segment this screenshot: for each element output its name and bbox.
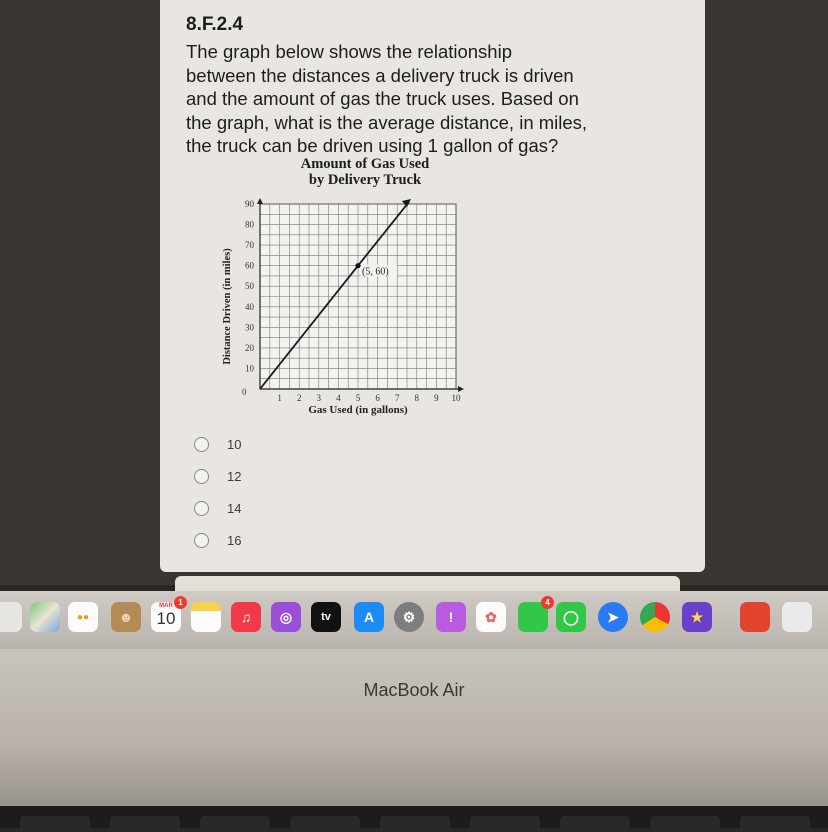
y-tick-label: 50 xyxy=(245,281,254,292)
answer-option-label: 16 xyxy=(227,532,242,548)
keyboard-key xyxy=(20,816,90,832)
radio-button[interactable] xyxy=(194,501,209,516)
question-text xyxy=(186,40,616,158)
question-line: the graph, what is the average distance, in miles, xyxy=(186,111,588,133)
tv-label: tv xyxy=(321,611,331,623)
keyboard-key xyxy=(110,816,180,832)
keyboard xyxy=(0,806,828,828)
chart-title-line: by Delivery Truck xyxy=(308,171,422,188)
answer-option-label: 10 xyxy=(227,436,242,452)
answer-option-label: 12 xyxy=(227,468,242,484)
y-tick-label: 30 xyxy=(245,322,254,333)
y-tick-label: 60 xyxy=(245,260,254,271)
keyboard-key xyxy=(740,816,810,832)
x-tick-label: 10 xyxy=(451,393,461,403)
chrome-icon[interactable] xyxy=(640,602,670,632)
data-point xyxy=(355,263,360,268)
y-axis-arrow xyxy=(257,198,263,204)
imovie-icon[interactable]: ★ xyxy=(682,602,712,632)
answer-option[interactable] xyxy=(194,460,241,492)
messages-icon[interactable]: ◯ xyxy=(556,602,586,632)
keyboard-key xyxy=(200,816,270,832)
chart-title-line: Amount of Gas Used xyxy=(300,156,430,172)
x-tick-label: 2 xyxy=(296,393,302,403)
calendar-day: 10 xyxy=(156,609,176,628)
y-tick-label: 90 xyxy=(245,199,254,209)
x-tick-label: 1 xyxy=(277,393,282,403)
answer-option[interactable] xyxy=(194,428,241,460)
answer-option-label: 14 xyxy=(227,500,242,516)
x-axis-label: Gas Used (in gallons) xyxy=(308,404,408,416)
calendar-badge: 1 xyxy=(174,596,187,609)
keyboard-key xyxy=(650,816,720,832)
keyboard-key xyxy=(290,816,360,832)
x-tick-label: 9 xyxy=(434,393,439,403)
notes-icon[interactable] xyxy=(191,602,221,632)
photos-icon[interactable]: ✿ xyxy=(476,602,506,632)
mail-icon[interactable] xyxy=(0,602,22,632)
y-tick-label: 20 xyxy=(245,342,254,353)
y-tick-label: 80 xyxy=(245,219,254,230)
reminders-icon[interactable]: ●● xyxy=(68,602,98,632)
x-tick-label: 5 xyxy=(355,393,361,403)
keyboard-key xyxy=(380,816,450,832)
x-tick-label: 3 xyxy=(316,393,322,403)
notification-badge: 4 xyxy=(541,596,554,609)
dock xyxy=(0,591,828,649)
calendar-icon[interactable] xyxy=(151,598,183,632)
music-icon[interactable]: ♫ xyxy=(231,602,261,632)
podcasts-icon[interactable]: ◎ xyxy=(271,602,301,632)
system-preferences-icon[interactable]: ⚙ xyxy=(394,602,424,632)
preview-icon[interactable] xyxy=(782,602,812,632)
photo-booth-icon[interactable] xyxy=(740,602,770,632)
x-tick-label: 4 xyxy=(336,393,341,403)
contacts-icon[interactable]: ☻ xyxy=(111,602,141,632)
keyboard-key xyxy=(560,816,630,832)
facetime-icon[interactable] xyxy=(518,598,550,632)
laptop-bezel xyxy=(0,649,828,828)
question-line: and the amount of gas the truck uses. Based on xyxy=(186,88,579,109)
radio-button[interactable] xyxy=(194,437,209,452)
radio-button[interactable] xyxy=(194,533,209,548)
tv-icon[interactable] xyxy=(311,602,341,632)
question-card xyxy=(160,0,705,572)
laptop-brand: MacBook Air xyxy=(363,680,465,700)
answer-option[interactable] xyxy=(194,492,241,524)
origin-label: 0 xyxy=(242,387,247,397)
x-axis-arrow xyxy=(458,386,464,392)
feedback-icon[interactable]: ! xyxy=(436,602,466,632)
x-tick-label: 8 xyxy=(414,393,420,403)
question-line: The graph below shows the relationship xyxy=(186,41,512,62)
question-line: the truck can be driven using 1 gallon of gas? xyxy=(186,135,559,156)
x-tick-label: 6 xyxy=(375,393,380,403)
maps-icon[interactable] xyxy=(30,602,60,632)
app-store-icon[interactable]: A xyxy=(354,602,384,632)
keyboard-key xyxy=(470,816,540,832)
question-line: between the distances a delivery truck is driven xyxy=(186,64,574,86)
chart-title xyxy=(250,157,480,188)
y-tick-label: 10 xyxy=(245,363,254,374)
calendar-month: MAR xyxy=(159,603,173,609)
radio-button[interactable] xyxy=(194,469,209,484)
data-label: (5, 60) xyxy=(362,266,389,278)
question-id: 8.F.2.4 xyxy=(186,14,244,35)
line-chart xyxy=(218,196,478,426)
safari-icon[interactable]: ➤ xyxy=(598,602,628,632)
y-axis-label: Distance Driven (in miles) xyxy=(222,248,233,365)
y-tick-label: 70 xyxy=(245,240,254,251)
answer-option[interactable] xyxy=(194,524,241,556)
y-tick-label: 40 xyxy=(245,301,254,312)
answer-options xyxy=(194,428,241,556)
x-tick-label: 7 xyxy=(394,393,400,403)
